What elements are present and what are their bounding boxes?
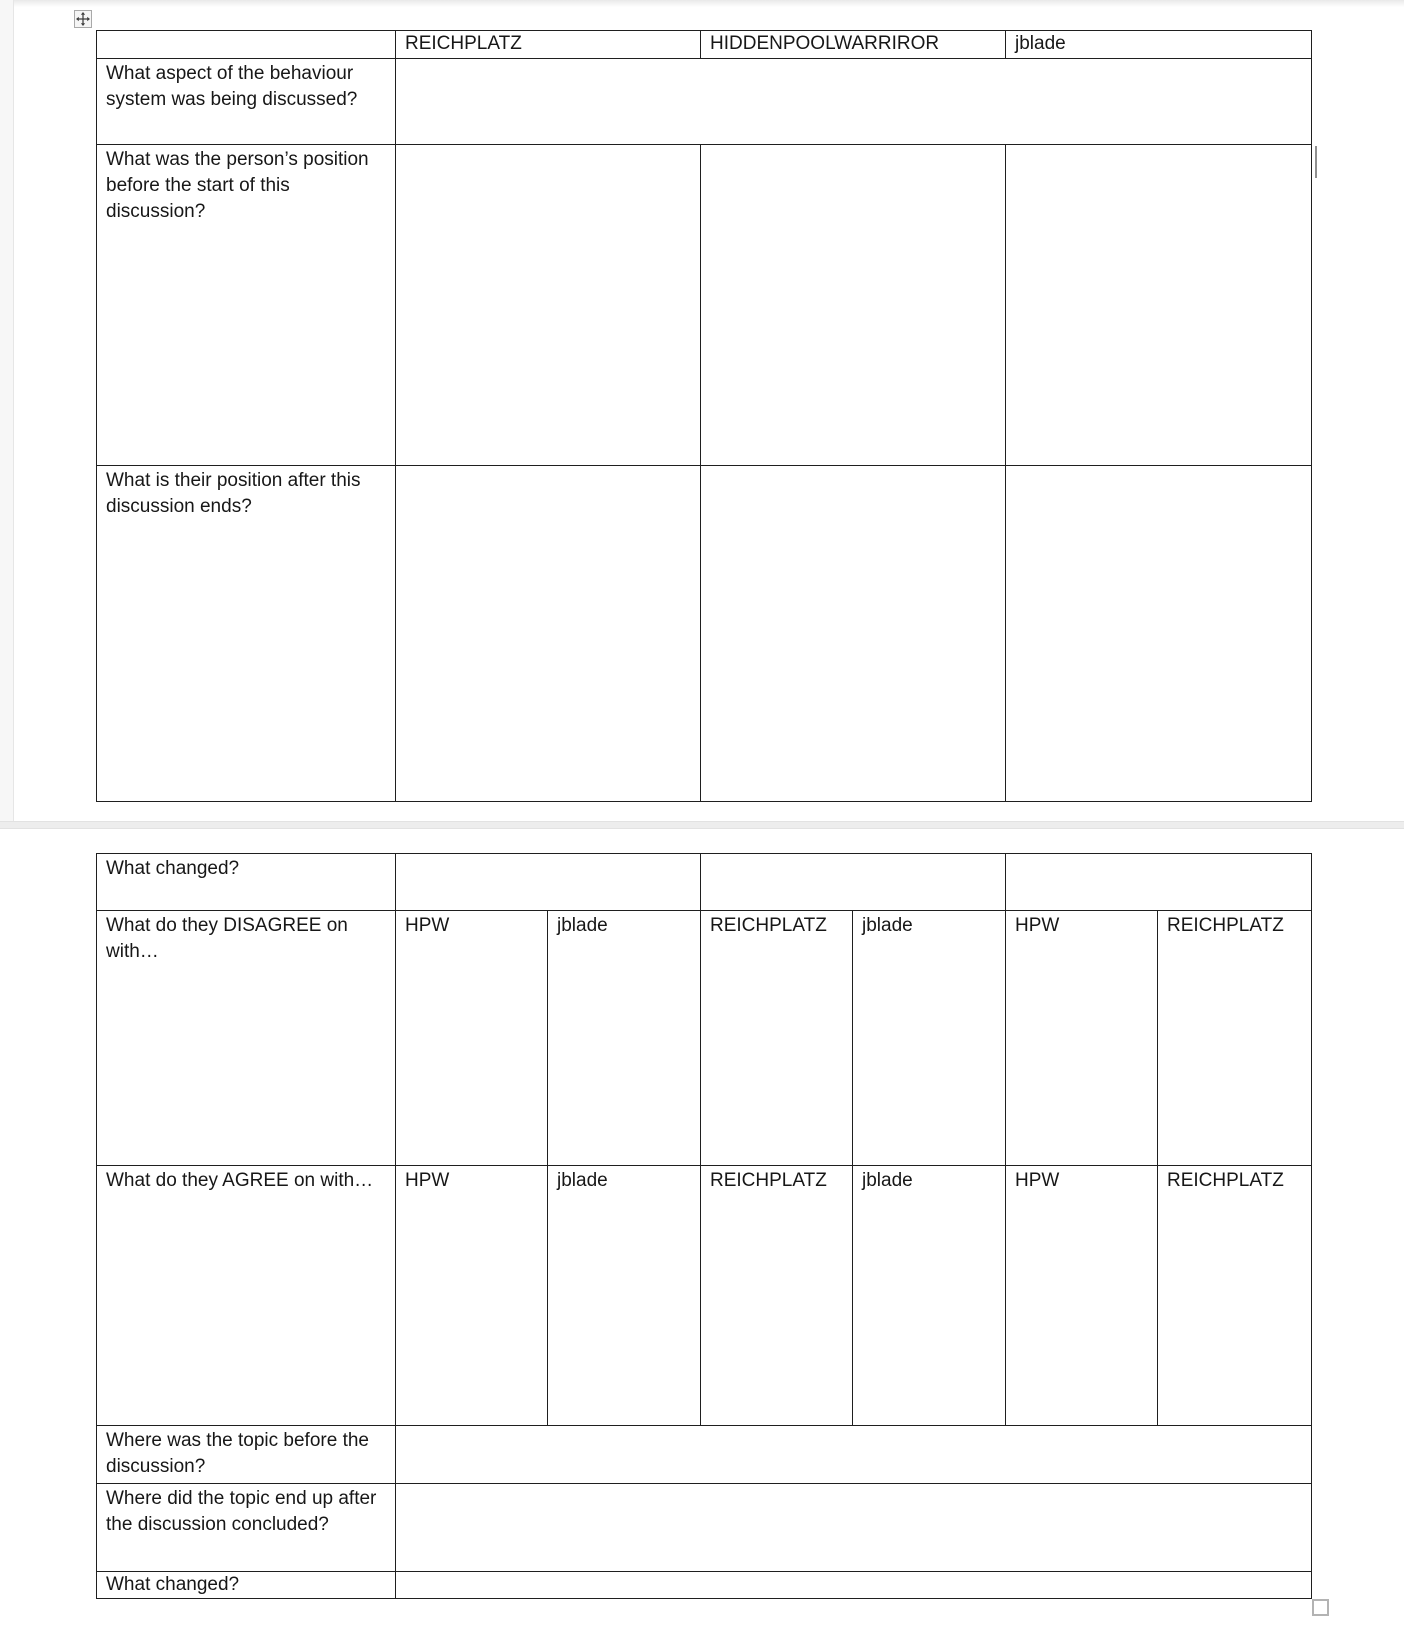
answer-cell[interactable] [701,145,1006,466]
participant-cell[interactable]: HPW [1006,911,1158,1166]
table-row [97,1166,1312,1426]
table-row [97,1572,1312,1599]
answer-cell[interactable] [396,854,701,911]
participant-cell[interactable]: REICHPLATZ [1158,1166,1312,1426]
participant-cell[interactable]: jblade [548,1166,701,1426]
answer-cell[interactable] [1006,145,1312,466]
move-arrows-icon [76,12,90,26]
table-row [97,1426,1312,1484]
column-header-reichplatz[interactable]: REICHPLATZ [396,31,701,59]
question-label-cell[interactable]: Where did the topic end up after the discussion concluded? [97,1484,396,1572]
window-top-shadow [0,0,1404,7]
text-insertion-cursor [1315,146,1317,178]
participant-cell[interactable]: HPW [396,911,548,1166]
participant-cell[interactable]: jblade [853,911,1006,1166]
answer-cell[interactable] [396,145,701,466]
participant-cell[interactable]: REICHPLATZ [701,1166,853,1426]
question-label-cell[interactable]: What was the person’s position before the start of this discussion? [97,145,396,466]
question-label-cell[interactable]: What changed? [97,854,396,911]
question-label-cell[interactable]: What is their position after this discussion ends? [97,466,396,802]
table-row [97,59,1312,145]
table-move-handle[interactable] [74,10,92,28]
question-label-cell[interactable]: What do they AGREE on with… [97,1166,396,1426]
answer-cell[interactable] [1006,854,1312,911]
participant-cell[interactable]: jblade [853,1166,1006,1426]
table-resize-handle[interactable] [1312,1599,1329,1616]
column-header-hiddenpoolwarriror[interactable]: HIDDENPOOLWARRIROR [701,31,1006,59]
question-label-cell[interactable]: Where was the topic before the discussion? [97,1426,396,1484]
page-break-gap [0,821,1404,829]
answer-cell-wide[interactable] [396,1484,1312,1572]
question-label-cell[interactable]: What do they DISAGREE on with… [97,911,396,1166]
participant-cell[interactable]: HPW [1006,1166,1158,1426]
answer-cell[interactable] [701,466,1006,802]
participant-cell[interactable]: jblade [548,911,701,1166]
question-label-cell[interactable]: What changed? [97,1572,396,1599]
participant-cell[interactable]: HPW [396,1166,548,1426]
page-left-margin [0,0,14,822]
table-row [97,145,1312,466]
column-header-jblade[interactable]: jblade [1006,31,1312,59]
answer-cell[interactable] [396,466,701,802]
participant-cell[interactable]: REICHPLATZ [1158,911,1312,1166]
table-row [97,854,1312,911]
table-row [97,1484,1312,1572]
corner-cell[interactable] [97,31,396,59]
answer-cell-wide[interactable] [396,1572,1312,1599]
answer-cell[interactable] [1006,466,1312,802]
participant-cell[interactable]: REICHPLATZ [701,911,853,1166]
table-row [97,911,1312,1166]
table-row [97,466,1312,802]
question-label-cell[interactable]: What aspect of the behaviour system was being discussed? [97,59,396,145]
agreement-analysis-table [96,853,1312,1599]
discussion-positions-table [96,30,1312,802]
answer-cell-wide[interactable] [396,1426,1312,1484]
answer-cell[interactable] [701,854,1006,911]
table-row [97,31,1312,59]
answer-cell-merged[interactable] [396,59,1312,145]
